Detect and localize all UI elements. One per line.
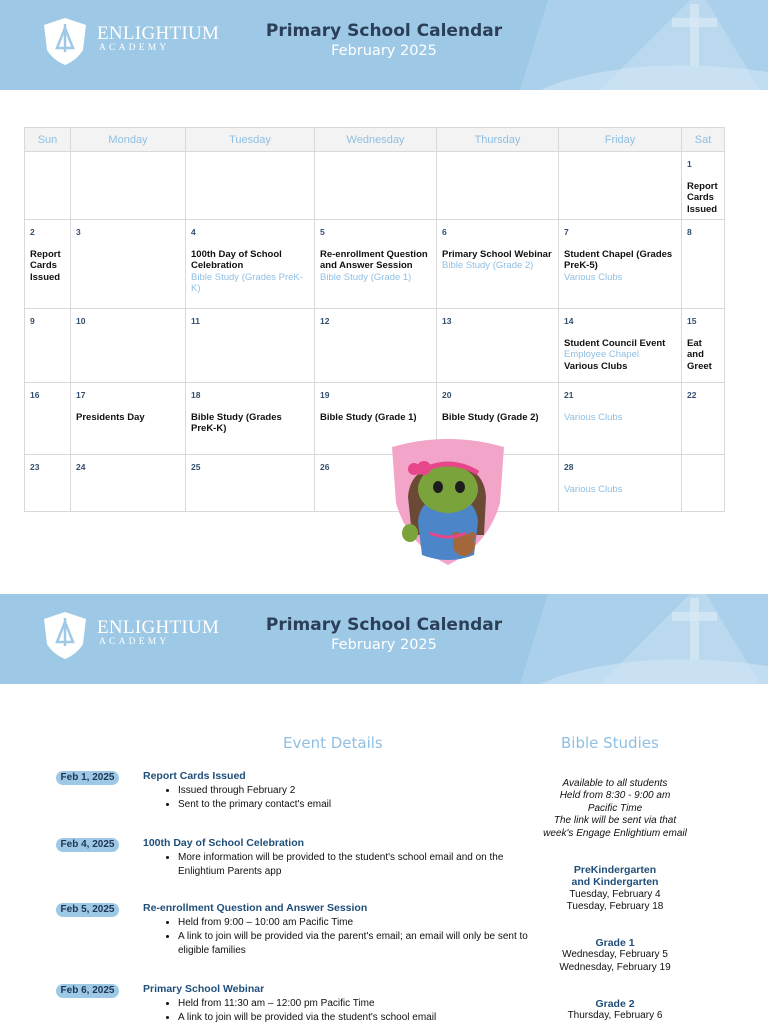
calendar-day-cell bbox=[559, 309, 682, 383]
day-number: 22 bbox=[687, 390, 697, 400]
calendar-day-cell bbox=[437, 152, 559, 220]
calendar-day-cell bbox=[186, 383, 315, 455]
day-number: 16 bbox=[30, 390, 40, 400]
calendar-event: Eat and Greet bbox=[687, 337, 712, 372]
event-bullets bbox=[178, 851, 530, 879]
calendar-day-cell bbox=[71, 220, 186, 309]
day-number: 12 bbox=[320, 316, 330, 326]
day-number: 14 bbox=[564, 316, 574, 326]
academy-logo bbox=[42, 610, 232, 662]
calendar-day-cell bbox=[559, 152, 682, 220]
event-title: Report Cards Issued bbox=[143, 770, 246, 782]
calendar-event: Presidents Day bbox=[76, 411, 145, 423]
calendar-day-cell bbox=[25, 455, 71, 512]
event-details-heading: Event Details bbox=[283, 734, 383, 752]
calendar-event: Bible Study (Grade 1) bbox=[320, 271, 412, 283]
event-bullet: • Sent to the primary contact's email bbox=[178, 798, 530, 812]
calendar-event: Primary School Webinar bbox=[442, 248, 552, 260]
calendar-day-cell bbox=[315, 220, 437, 309]
event-bullet: • More information will be provided to the student's school email and on the Enlightium Parents app bbox=[178, 851, 530, 879]
calendar-day-cell bbox=[437, 220, 559, 309]
event-date-badge: Feb 1, 2025 bbox=[56, 771, 119, 785]
calendar-week-row bbox=[25, 152, 725, 220]
calendar-day-cell bbox=[186, 455, 315, 512]
day-number: 3 bbox=[76, 227, 81, 237]
bible-group bbox=[530, 937, 700, 974]
turtle-mascot-icon bbox=[388, 437, 508, 567]
day-number: 15 bbox=[687, 316, 697, 326]
day-number: 25 bbox=[191, 462, 201, 472]
weekday-header: Wednesday bbox=[315, 128, 437, 152]
calendar-event: Bible Study (Grades PreK-K) bbox=[191, 411, 282, 434]
calendar-day-cell bbox=[315, 309, 437, 383]
calendar-event: Employee Chapel bbox=[564, 349, 639, 360]
calendar-day-cell bbox=[559, 455, 682, 512]
calendar-event: Various Clubs bbox=[564, 411, 623, 423]
weekday-header: Tuesday bbox=[186, 128, 315, 152]
event-bullets bbox=[178, 916, 530, 958]
calendar-day-cell bbox=[71, 309, 186, 383]
calendar-week-row bbox=[25, 455, 725, 512]
event-bullet: • A link to join will be provided via the student's school email bbox=[178, 1011, 530, 1024]
weekday-header-row bbox=[25, 128, 725, 152]
day-number: 20 bbox=[442, 390, 452, 400]
day-number: 18 bbox=[191, 390, 201, 400]
calendar-day-cell bbox=[559, 383, 682, 455]
calendar-day-cell bbox=[186, 309, 315, 383]
bible-group-date: Thursday, February 6 bbox=[567, 1010, 663, 1022]
calendar-day-cell bbox=[186, 152, 315, 220]
calendar-event: Student Council Event bbox=[564, 337, 666, 349]
shield-logo-icon bbox=[42, 16, 88, 66]
calendar-event: Report Cards Issued bbox=[687, 180, 718, 215]
logo-subtitle: ACADEMY bbox=[99, 43, 170, 53]
calendar-event: Report Cards Issued bbox=[30, 248, 61, 283]
day-number: 10 bbox=[76, 316, 86, 326]
calendar-day-cell bbox=[25, 152, 71, 220]
calendar-day-cell bbox=[25, 309, 71, 383]
day-number: 24 bbox=[76, 462, 86, 472]
bible-group-name: PreKindergarten bbox=[573, 864, 657, 876]
month-calendar bbox=[24, 127, 725, 512]
calendar-event: Bible Study (Grade 2) bbox=[442, 260, 534, 271]
bible-group-date: Tuesday, February 4 bbox=[569, 888, 661, 900]
calendar-day-cell bbox=[25, 383, 71, 455]
calendar-day-cell bbox=[682, 309, 725, 383]
calendar-day-cell bbox=[682, 152, 725, 220]
bible-group bbox=[530, 864, 700, 914]
day-number: 11 bbox=[191, 316, 200, 326]
calendar-event: Bible Study (Grade 1) bbox=[320, 411, 417, 423]
day-number: 26 bbox=[320, 462, 330, 472]
logo-subtitle: ACADEMY bbox=[99, 637, 170, 647]
event-title: Primary School Webinar bbox=[143, 983, 265, 995]
calendar-day-cell bbox=[25, 220, 71, 309]
event-bullet: • Held from 11:30 am – 12:00 pm Pacific Time bbox=[178, 997, 530, 1011]
event-bullet: • Held from 9:00 – 10:00 am Pacific Time bbox=[178, 916, 530, 930]
calendar-event: Various Clubs bbox=[564, 483, 623, 495]
calendar-day-cell bbox=[186, 220, 315, 309]
header-banner-repeat bbox=[0, 594, 768, 684]
bible-group-date: Wednesday, February 5 bbox=[562, 949, 668, 961]
bible-studies-intro bbox=[530, 778, 700, 840]
calendar-event: Student Chapel (Grades PreK-5) bbox=[564, 248, 673, 271]
header-banner bbox=[0, 0, 768, 90]
calendar-event: Bible Study (Grade 2) bbox=[442, 411, 539, 423]
page-title: Primary School Calendar bbox=[265, 615, 503, 635]
bible-group-date: Wednesday, February 19 bbox=[559, 961, 671, 973]
weekday-header: Friday bbox=[559, 128, 682, 152]
day-number: 2 bbox=[30, 227, 35, 237]
bible-intro-line: week's Engage Enlightium email bbox=[543, 827, 687, 839]
calendar-event: Various Clubs bbox=[564, 271, 623, 283]
day-number: 8 bbox=[687, 227, 692, 237]
day-number: 19 bbox=[320, 390, 330, 400]
page-subtitle: February 2025 bbox=[331, 637, 437, 653]
calendar-day-cell bbox=[559, 220, 682, 309]
bible-group-name: Grade 2 bbox=[595, 998, 635, 1010]
calendar-week-row bbox=[25, 383, 725, 455]
bible-group bbox=[530, 998, 700, 1023]
bible-intro-line: Available to all students bbox=[562, 778, 668, 789]
weekday-header: Monday bbox=[71, 128, 186, 152]
calendar-event: Bible Study (Grades PreK-K) bbox=[191, 271, 303, 294]
calendar-day-cell bbox=[71, 383, 186, 455]
bible-intro-line: Pacific Time bbox=[587, 802, 643, 814]
page-title: Primary School Calendar bbox=[265, 21, 503, 41]
event-bullets bbox=[178, 997, 530, 1024]
calendar-day-cell bbox=[315, 152, 437, 220]
shield-logo-icon bbox=[42, 610, 88, 660]
event-bullet: • A link to join will be provided via the parent's email; an email will only be sent to eligible families bbox=[178, 930, 530, 958]
day-number: 1 bbox=[687, 159, 692, 169]
event-title: 100th Day of School Celebration bbox=[143, 837, 305, 849]
event-date-badge: Feb 5, 2025 bbox=[56, 903, 119, 917]
calendar-day-cell bbox=[682, 220, 725, 309]
event-bullet: • Issued through February 2 bbox=[178, 784, 530, 798]
calendar-day-cell bbox=[682, 455, 725, 512]
bible-group-date: Tuesday, February 18 bbox=[566, 901, 664, 913]
calendar-day-cell bbox=[682, 383, 725, 455]
calendar-event: Re-enrollment Question and Answer Session bbox=[320, 248, 428, 271]
day-number: 6 bbox=[442, 227, 447, 237]
event-bullets bbox=[178, 784, 530, 812]
calendar-day-cell bbox=[71, 455, 186, 512]
day-number: 5 bbox=[320, 227, 325, 237]
day-number: 4 bbox=[191, 227, 196, 237]
calendar-day-cell bbox=[71, 152, 186, 220]
bible-group-name: and Kindergarten bbox=[571, 876, 659, 889]
logo-name: ENLIGHTIUM bbox=[97, 23, 220, 44]
calendar-day-cell bbox=[437, 309, 559, 383]
logo-name: ENLIGHTIUM bbox=[97, 617, 220, 638]
day-number: 17 bbox=[76, 390, 86, 400]
weekday-header: Sun bbox=[25, 128, 71, 152]
bible-group-name: Grade 1 bbox=[595, 937, 635, 949]
day-number: 13 bbox=[442, 316, 452, 326]
bible-intro-line: Held from 8:30 - 9:00 am bbox=[559, 790, 671, 802]
calendar-week-row bbox=[25, 220, 725, 309]
calendar-event: 100th Day of School Celebration bbox=[191, 248, 282, 271]
event-title: Re-enrollment Question and Answer Session bbox=[143, 902, 368, 914]
bible-intro-line: The link will be sent via that bbox=[553, 815, 677, 827]
weekday-header: Sat bbox=[682, 128, 725, 152]
calendar-week-row bbox=[25, 309, 725, 383]
day-number: 7 bbox=[564, 227, 569, 237]
day-number: 28 bbox=[564, 462, 574, 472]
day-number: 21 bbox=[564, 390, 574, 400]
weekday-header: Thursday bbox=[437, 128, 559, 152]
event-date-badge: Feb 6, 2025 bbox=[56, 984, 119, 998]
bible-studies-heading: Bible Studies bbox=[561, 734, 659, 752]
academy-logo bbox=[42, 16, 232, 68]
event-date-badge: Feb 4, 2025 bbox=[56, 838, 119, 852]
day-number: 23 bbox=[30, 462, 40, 472]
day-number: 9 bbox=[30, 316, 35, 326]
calendar-event: Various Clubs bbox=[564, 360, 628, 372]
page-subtitle: February 2025 bbox=[331, 43, 437, 59]
